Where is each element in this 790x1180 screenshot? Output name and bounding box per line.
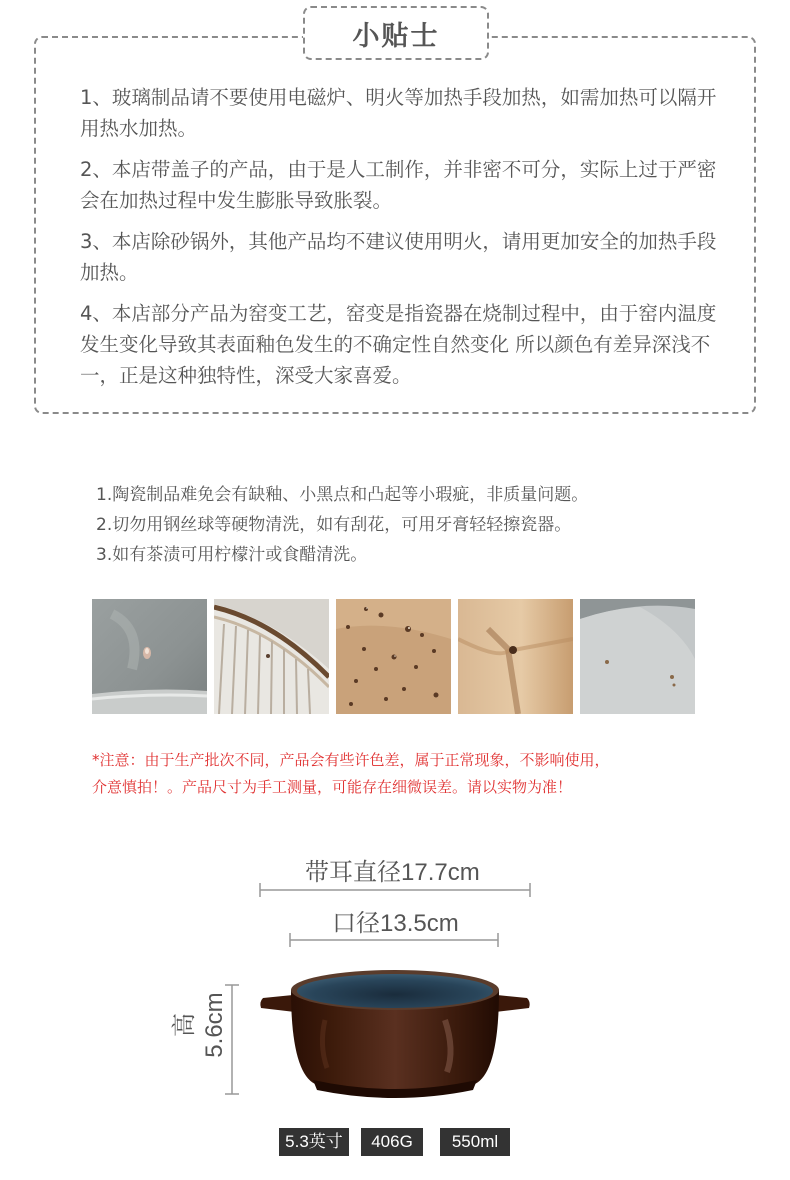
height-word: 高 xyxy=(171,1013,198,1037)
tips-title-frame xyxy=(303,6,489,60)
ear-diameter-line xyxy=(258,880,534,900)
tips-title: 小贴士 xyxy=(352,20,440,52)
height-line xyxy=(222,983,242,1097)
height-value: 5.6cm xyxy=(201,992,228,1058)
photo-light-grey-dots xyxy=(580,599,695,714)
mouth-diameter-line xyxy=(288,930,502,950)
notice-line-1: *注意：由于生产批次不同，产品会有些许色差，属于正常现象，不影响使用， xyxy=(92,751,610,769)
photo-grey-glaze-chip xyxy=(92,599,207,714)
badge-weight: 406G xyxy=(361,1128,423,1156)
tips-list xyxy=(80,82,720,401)
care-notes xyxy=(96,480,736,570)
badge-volume: 550ml xyxy=(440,1128,510,1156)
notice xyxy=(92,747,732,801)
tip-item-2: 2、本店带盖子的产品，由于是人工制作，并非密不可分，实际上过于严密会在加热过程中发生膨胀导致胀裂。 xyxy=(80,158,717,212)
height-label xyxy=(170,950,230,1100)
mouth-diameter-label: 口径13.5cm xyxy=(332,910,459,937)
photo-tan-dark-spot xyxy=(458,599,573,714)
notice-line-2: 介意慎拍！。产品尺寸为手工测量，可能存在细微误差。请以实物为准！ xyxy=(92,778,573,796)
ear-diameter-label: 带耳直径17.7cm xyxy=(305,859,480,886)
tip-item-3: 3、本店除砂锅外，其他产品均不建议使用明火，请用更加安全的加热手段加热。 xyxy=(80,230,717,284)
badge-size: 5.3英寸 xyxy=(279,1128,349,1156)
photo-crackle-rim xyxy=(214,599,329,714)
tip-item-1: 1、玻璃制品请不要使用电磁炉、明火等加热手段加热，如需加热可以隔开用热水加热。 xyxy=(80,86,717,140)
care-note-3: 3.如有茶渍可用柠檬汁或食醋清洗。 xyxy=(96,545,368,565)
photo-beige-black-dots xyxy=(336,599,451,714)
care-note-1: 1.陶瓷制品难免会有缺釉、小黑点和凸起等小瑕疵，非质量问题。 xyxy=(96,485,589,505)
tip-item-4: 4、本店部分产品为窑变工艺，窑变是指瓷器在烧制过程中，由于窑内温度发生变化导致其表面釉色发生的不确定性自然变化 所以颜色有差异深浅不一，正是这种独特性，深受大家喜爱。 xyxy=(80,302,717,387)
bowl-image xyxy=(255,960,535,1100)
care-note-2: 2.切勿用钢丝球等硬物清洗，如有刮花，可用牙膏轻轻擦瓷器。 xyxy=(96,515,572,535)
